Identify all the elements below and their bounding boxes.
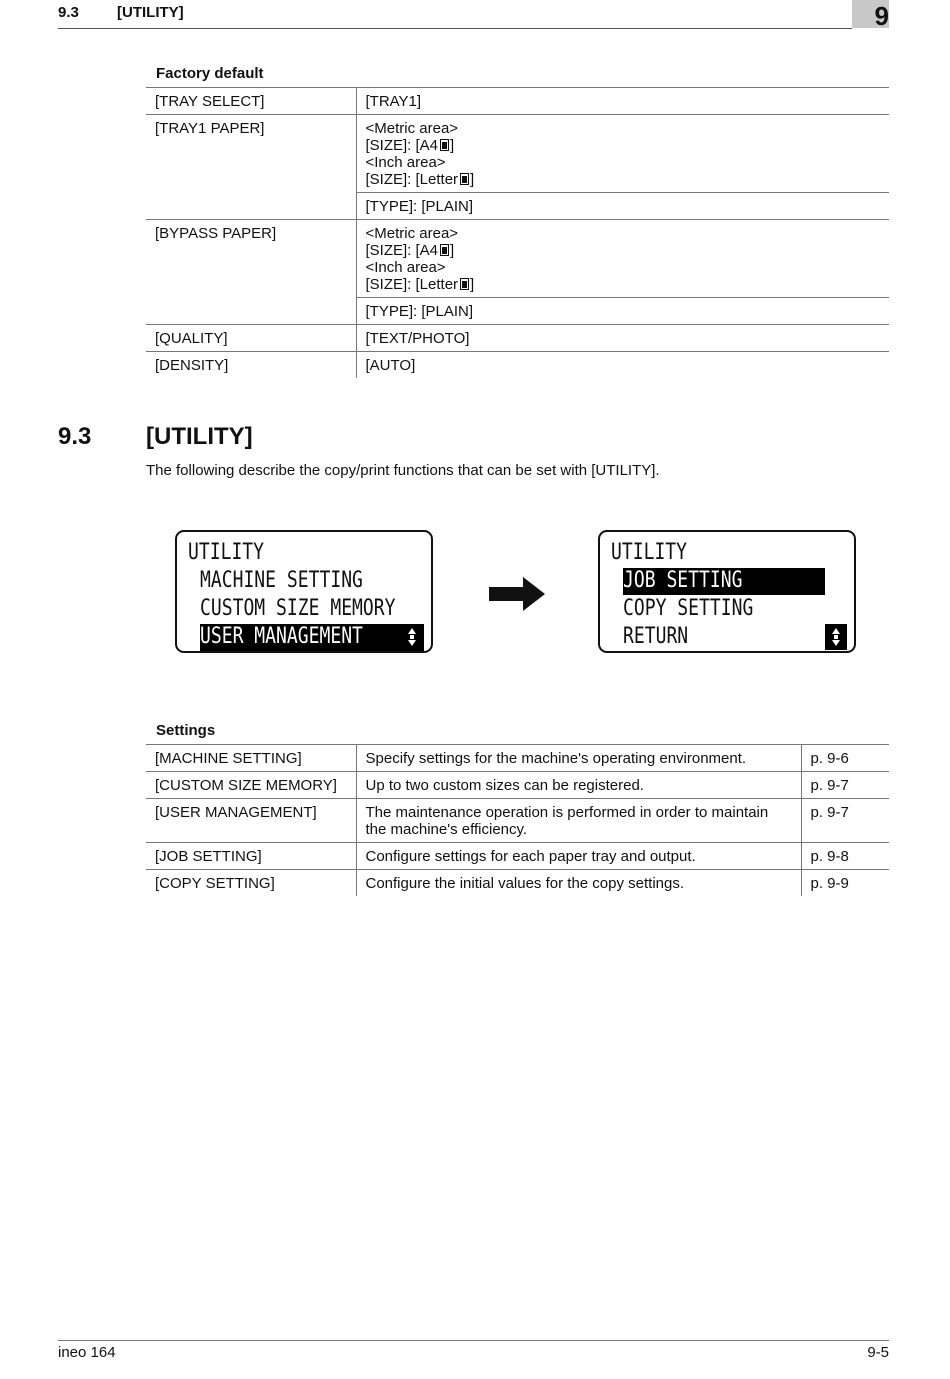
table-row <box>146 88 889 115</box>
inch-area-label: <Inch area> <box>365 259 446 276</box>
portrait-paper-icon <box>460 278 469 290</box>
table-row <box>146 799 889 843</box>
factory-default-table <box>146 87 889 378</box>
inch-size: [SIZE]: [Letter ] <box>365 276 475 293</box>
setting-value: [TRAY1] <box>356 88 889 115</box>
setting-name: [TRAY SELECT] <box>146 88 356 115</box>
lcd-screen-before <box>175 530 433 653</box>
lcd-title: UTILITY <box>611 540 688 565</box>
metric-area-label: <Metric area> <box>365 225 459 242</box>
portrait-paper-icon <box>460 173 469 185</box>
setting-type: [TYPE]: [PLAIN] <box>356 193 889 220</box>
setting-name: [TRAY1 PAPER] <box>146 115 356 220</box>
metric-size: [SIZE]: [A4 ] <box>365 137 455 154</box>
table-row <box>146 220 889 298</box>
setting-name: [USER MANAGEMENT] <box>146 799 356 843</box>
footer-rule <box>58 1340 889 1341</box>
right-arrow-icon <box>489 577 545 611</box>
setting-value <box>356 115 889 193</box>
table-row <box>146 325 889 352</box>
setting-name: [COPY SETTING] <box>146 870 356 897</box>
setting-name: [MACHINE SETTING] <box>146 745 356 772</box>
lcd-menu-item-selected: USER MANAGEMENT <box>200 624 424 651</box>
setting-value: [TEXT/PHOTO] <box>356 325 889 352</box>
page-reference: p. 9-7 <box>801 799 889 843</box>
lcd-title: UTILITY <box>188 540 265 565</box>
up-down-scroll-icon <box>825 624 847 650</box>
table-row <box>146 745 889 772</box>
header-title: [UTILITY] <box>117 4 184 21</box>
metric-size: [SIZE]: [A4 ] <box>365 242 455 259</box>
footer-product-name: ineo 164 <box>58 1344 116 1361</box>
table-row <box>146 772 889 799</box>
page-reference: p. 9-9 <box>801 870 889 897</box>
table-row <box>146 115 889 193</box>
lcd-menu-item: CUSTOM SIZE MEMORY <box>200 596 396 621</box>
inch-area-label: <Inch area> <box>365 154 446 171</box>
lcd-menu-item: MACHINE SETTING <box>200 568 363 593</box>
lcd-screen-after <box>598 530 856 653</box>
settings-title: Settings <box>156 722 216 739</box>
header-section-number: 9.3 <box>58 4 79 21</box>
setting-description: Configure settings for each paper tray and output. <box>356 843 801 870</box>
page-reference: p. 9-8 <box>801 843 889 870</box>
setting-value: [AUTO] <box>356 352 889 379</box>
setting-value <box>356 220 889 298</box>
setting-description: The maintenance operation is performed in order to maintain the machine's efficiency. <box>356 799 801 843</box>
section-number: 9.3 <box>58 423 92 450</box>
footer-page-number: 9-5 <box>867 1344 889 1361</box>
setting-description: Specify settings for the machine's operating environment. <box>356 745 801 772</box>
factory-default-title: Factory default <box>156 65 264 82</box>
section-title: [UTILITY] <box>146 423 253 450</box>
table-row <box>146 870 889 897</box>
inch-size: [SIZE]: [Letter ] <box>365 171 475 188</box>
setting-description: Configure the initial values for the copy settings. <box>356 870 801 897</box>
portrait-paper-icon <box>440 244 449 256</box>
setting-name: [BYPASS PAPER] <box>146 220 356 325</box>
lcd-menu-item: RETURN <box>623 624 689 649</box>
settings-table <box>146 744 889 896</box>
setting-name: [CUSTOM SIZE MEMORY] <box>146 772 356 799</box>
section-intro: The following describe the copy/print functions that can be set with [UTILITY]. <box>146 462 660 479</box>
setting-name: [DENSITY] <box>146 352 356 379</box>
setting-name: [JOB SETTING] <box>146 843 356 870</box>
setting-type: [TYPE]: [PLAIN] <box>356 298 889 325</box>
lcd-menu-item: COPY SETTING <box>623 596 754 621</box>
table-row <box>146 843 889 870</box>
up-down-scroll-icon <box>401 624 423 650</box>
table-row <box>146 352 889 379</box>
portrait-paper-icon <box>440 139 449 151</box>
page-reference: p. 9-6 <box>801 745 889 772</box>
header-rule <box>58 28 852 29</box>
setting-description: Up to two custom sizes can be registered. <box>356 772 801 799</box>
chapter-number: 9 <box>874 1 889 31</box>
metric-area-label: <Metric area> <box>365 120 459 137</box>
page-reference: p. 9-7 <box>801 772 889 799</box>
setting-name: [QUALITY] <box>146 325 356 352</box>
lcd-menu-item-selected: JOB SETTING <box>623 568 825 595</box>
